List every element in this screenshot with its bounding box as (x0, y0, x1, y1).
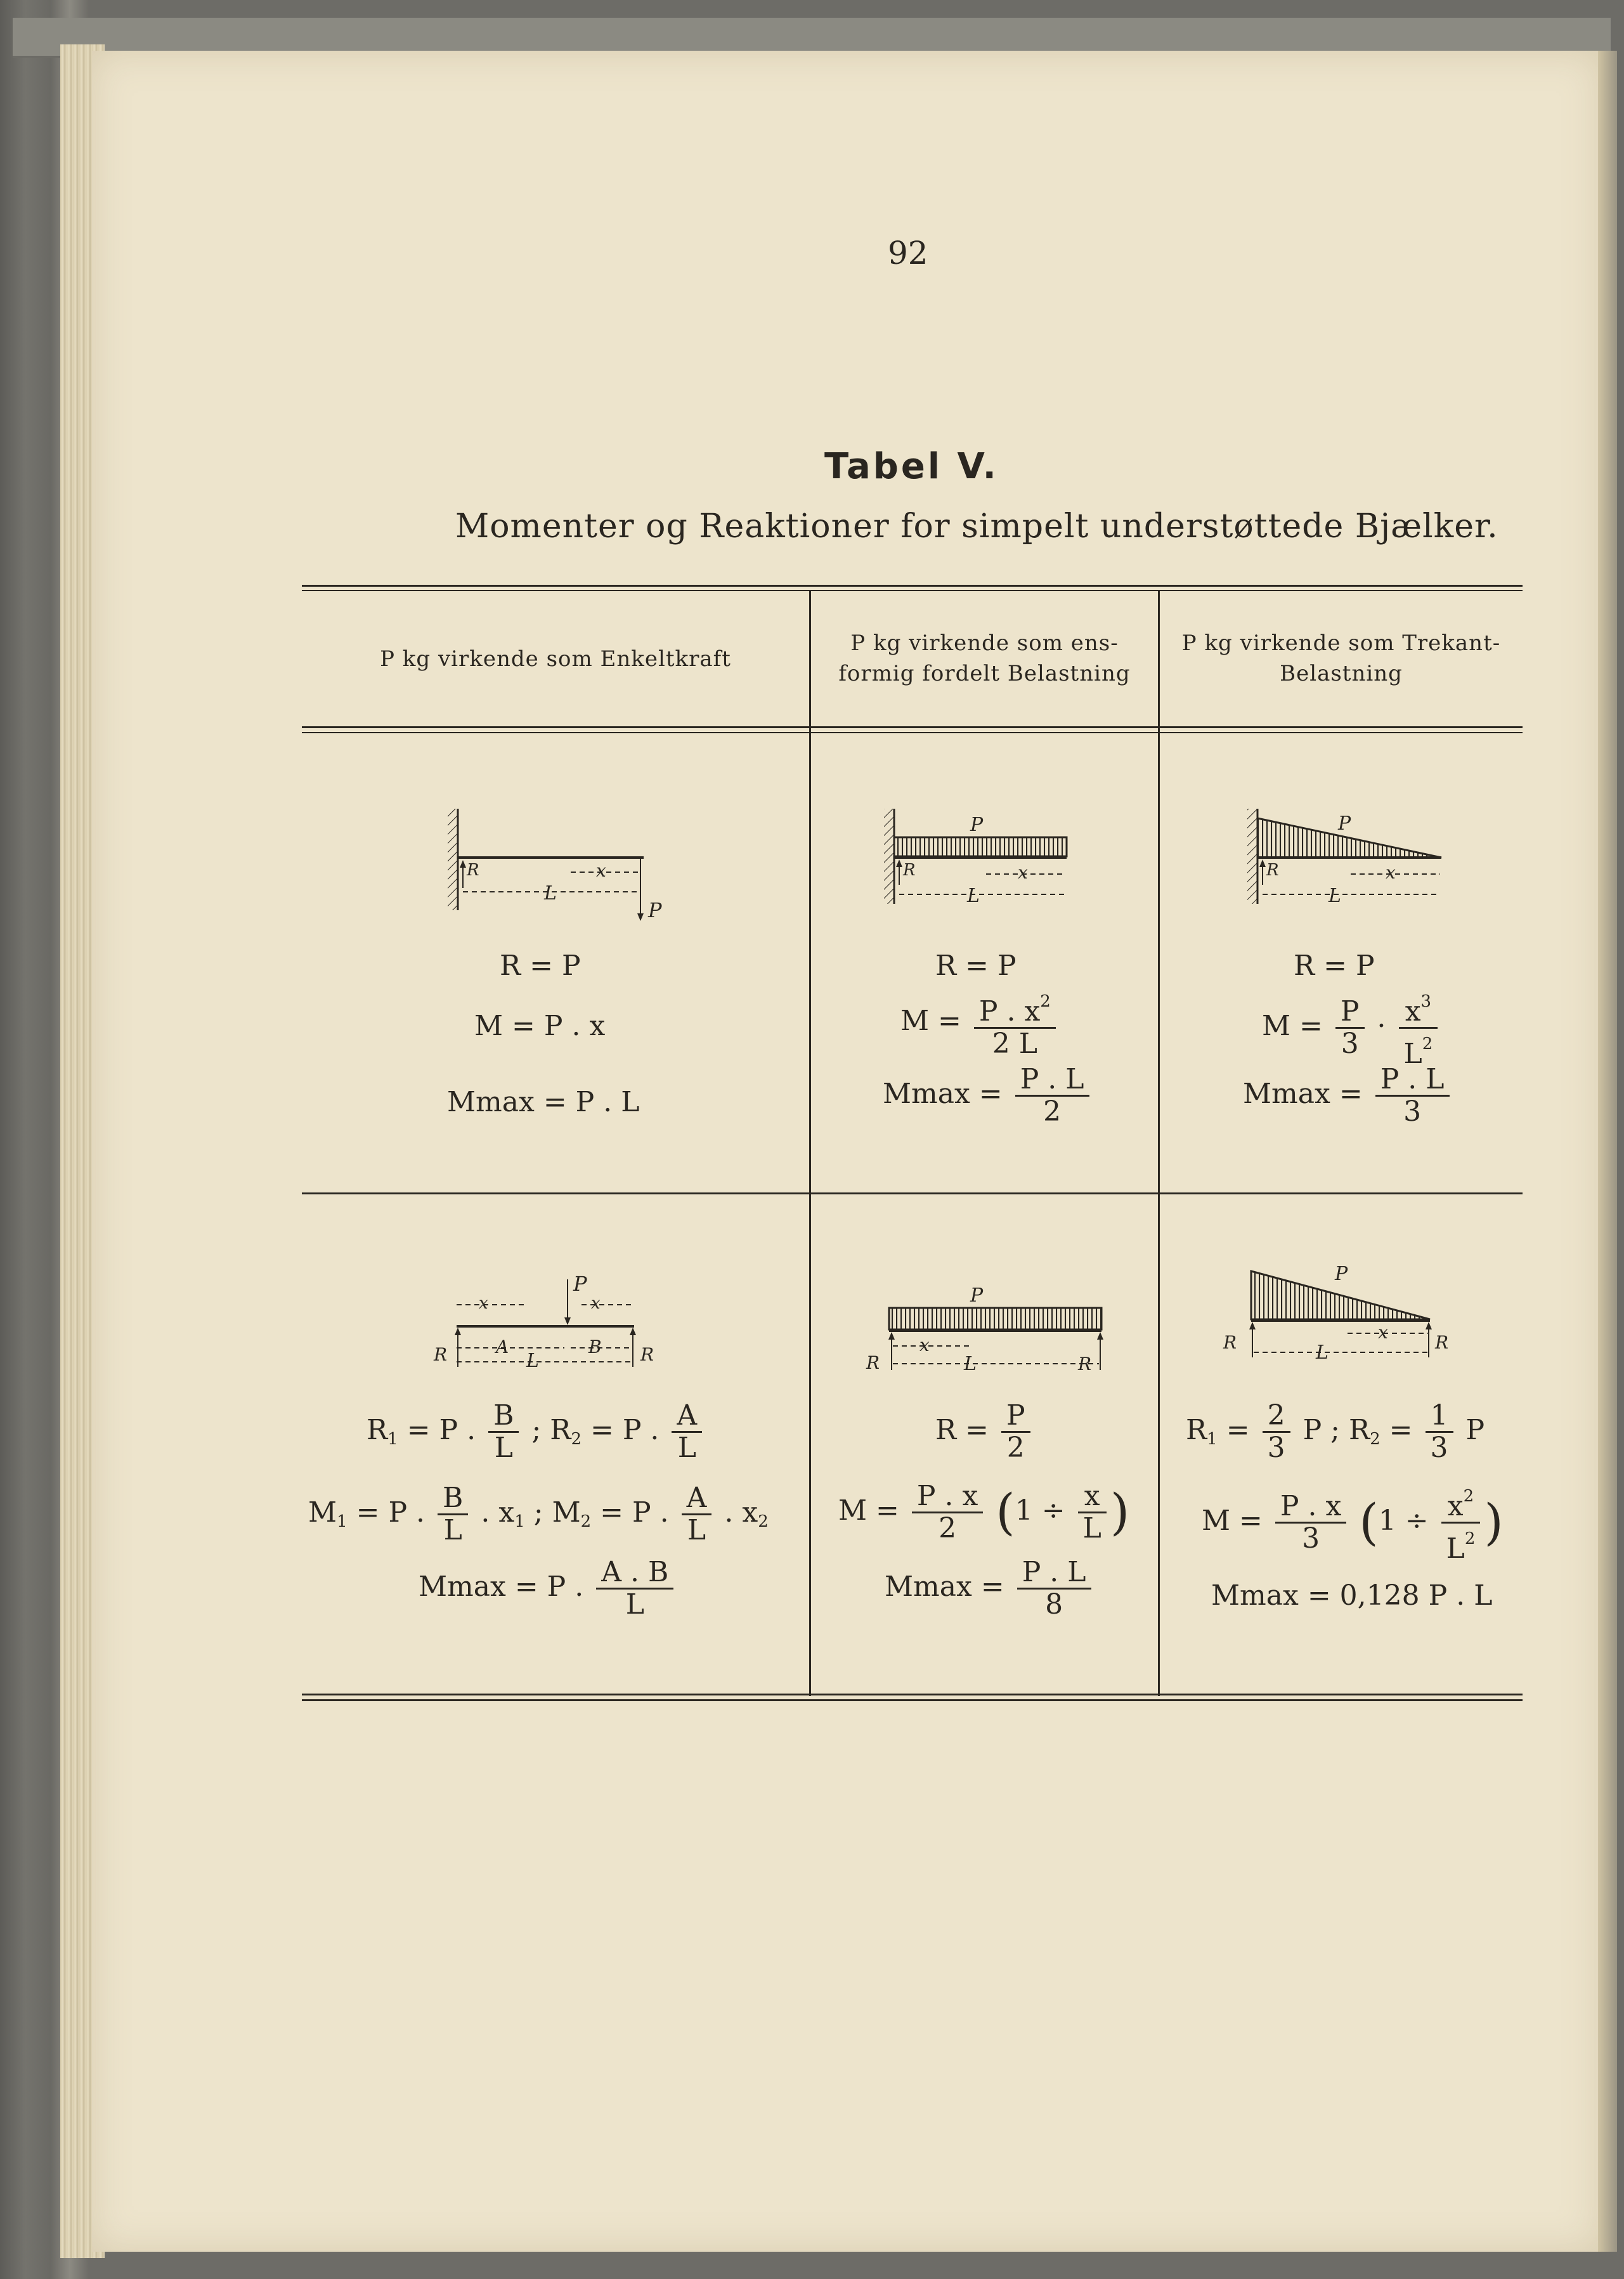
reaction-right-label: R (1435, 1332, 1449, 1353)
dim-x-label: x (1378, 1322, 1388, 1343)
dim-x-label: x (1018, 862, 1028, 883)
reaction-arrowhead (460, 860, 466, 868)
table-top-rule (302, 585, 1523, 587)
m1-fraction (438, 1483, 468, 1546)
formula-Mmax-row2-c1 (419, 1557, 677, 1620)
table-bottom-rule-2 (302, 1699, 1523, 1701)
dim-L-label: L (526, 1350, 539, 1372)
r1-eq: = P . (406, 1414, 476, 1446)
column-header-line1: P kg virkende som Trekant- (1181, 630, 1501, 656)
cantilever-triangular-load-diagram (1240, 799, 1455, 907)
mmax-fraction (1375, 1064, 1450, 1127)
r1-label: R (367, 1414, 388, 1446)
mmax-denominator: 8 (1045, 1588, 1063, 1621)
mmax-denominator: L (625, 1588, 644, 1621)
mmax-denominator: 2 (1043, 1095, 1062, 1128)
mmax-denominator: 3 (1403, 1095, 1422, 1128)
r2-eq: = P . (590, 1414, 659, 1446)
m-fraction (1275, 1491, 1346, 1554)
r1-tail: P ; (1302, 1414, 1340, 1446)
uniform-load-block (889, 1308, 1101, 1329)
wall-support (1247, 809, 1257, 904)
m2-eq: = P . (600, 1496, 669, 1529)
column-header-line2: Belastning (1280, 661, 1403, 686)
formula-M-row2-c3 (1202, 1481, 1504, 1564)
reaction-arrowhead-right (1426, 1322, 1432, 1329)
dim-L-label: L (1316, 1342, 1328, 1364)
r2-eq: = (1389, 1414, 1413, 1446)
column-divider-2 (1158, 591, 1160, 1696)
mmax-numerator: A . B (596, 1557, 673, 1590)
r1-fraction (1263, 1401, 1290, 1463)
m-numerator: P . x (978, 995, 1041, 1028)
mmax-eq: = P . (514, 1570, 584, 1603)
mmax-label: Mmax (1243, 1078, 1330, 1110)
reaction-label: R (903, 861, 916, 880)
r2-fraction (672, 1401, 702, 1463)
m-denominator: 2 (939, 1512, 957, 1544)
m1-label: M (308, 1496, 337, 1529)
row-divider (302, 1192, 1523, 1194)
table-subtitle: Momenter og Reaktioner for simpelt understøttede Bjælker. (455, 507, 1498, 545)
paren-close: ) (1484, 1494, 1504, 1551)
column-header-text: P kg virkende som Enkeltkraft (380, 646, 731, 672)
dim-x-label: x (596, 860, 606, 881)
dim-x-label: x (1386, 862, 1396, 883)
reaction-arrowhead (896, 859, 902, 867)
simple-beam-uniform-load-diagram (856, 1275, 1110, 1383)
column-header-uniform-load (811, 628, 1158, 689)
page-number: 92 (888, 235, 928, 271)
m2-tail-subscript: 2 (758, 1512, 769, 1531)
r2-denominator: L (677, 1432, 696, 1464)
m1-denominator: L (443, 1514, 462, 1546)
m-one-minus: 1 ÷ (1015, 1494, 1065, 1527)
r1-eq: = (1226, 1414, 1250, 1446)
cantilever-point-load-diagram (438, 799, 691, 926)
formula-Mmax-c3 (1243, 1064, 1453, 1127)
r-fraction (1001, 1401, 1030, 1463)
r-numerator: P (1001, 1401, 1030, 1433)
dim-L-label: L (964, 1353, 977, 1375)
mmax-label: Mmax (883, 1078, 970, 1110)
dim-L-label: L (544, 882, 557, 904)
reaction-label: R (467, 861, 479, 880)
mmax-eq: = (1339, 1078, 1363, 1110)
formula-M-c1: M = P . x (474, 1010, 606, 1042)
uniform-load-block (894, 837, 1067, 856)
m-inner-denominator: L (1082, 1512, 1101, 1544)
load-arrowhead (637, 913, 644, 921)
m-numerator-2-exp: 3 (1420, 992, 1432, 1011)
m-dot: · (1377, 1010, 1386, 1042)
mmax-label: Mmax (885, 1570, 972, 1603)
mmax-numerator: P . L (1017, 1557, 1091, 1590)
r1-subscript: 1 (1207, 1430, 1218, 1449)
mmax-numerator: P . L (1015, 1064, 1089, 1097)
column-header-point-load (302, 644, 809, 674)
m-fraction (912, 1481, 983, 1544)
load-label: P (970, 814, 984, 836)
mmax-fraction (1015, 1064, 1089, 1127)
page-sheet (92, 51, 1601, 2252)
separator: ; (533, 1496, 543, 1529)
m-numerator-1: P (1335, 996, 1365, 1029)
m-fraction-2 (1399, 986, 1438, 1069)
m-denominator-2: L (1403, 1038, 1422, 1070)
m2-subscript: 2 (580, 1512, 592, 1531)
r-label: R = (935, 1414, 989, 1446)
m-numerator-2: x (1405, 995, 1421, 1028)
m-inner-numerator: x (1078, 1481, 1107, 1513)
r1-subscript: 1 (387, 1430, 398, 1449)
simple-beam-point-load-diagram (431, 1265, 672, 1386)
header-bottom-rule (302, 726, 1523, 728)
formula-Mmax-c2 (883, 1064, 1093, 1127)
reaction-arrowhead-left (455, 1328, 461, 1335)
formula-R-row2-c2 (935, 1401, 1034, 1463)
formula-M-row2-c2 (838, 1481, 1129, 1544)
m-one-minus: 1 ÷ (1378, 1505, 1429, 1537)
reaction-right-label: R (1078, 1354, 1092, 1375)
m2-numerator: A (682, 1483, 712, 1515)
r2-fraction (1426, 1401, 1453, 1463)
m-fraction (974, 986, 1056, 1059)
m-label: M = (838, 1494, 899, 1527)
r2-subscript: 2 (571, 1430, 581, 1449)
mmax-numerator: P . L (1375, 1064, 1450, 1097)
r1-numerator: 2 (1263, 1401, 1290, 1433)
column-header-triangular-load (1160, 628, 1523, 689)
formula-Mmax-c1 (447, 1086, 639, 1118)
r1-fraction (488, 1401, 519, 1463)
m-label: M = (1262, 1010, 1323, 1042)
m2-label: M (552, 1496, 581, 1529)
formula-R1-R2-c1 (367, 1401, 706, 1463)
column-header-line1: P kg virkende som ens- (850, 630, 1119, 656)
header-bottom-rule-2 (302, 732, 1523, 733)
r1-denominator: 3 (1267, 1432, 1285, 1464)
table-top-rule-2 (302, 590, 1523, 591)
m-label: M = (900, 1005, 961, 1037)
separator: ; (531, 1414, 542, 1446)
r2-tail: P (1465, 1414, 1485, 1446)
reaction-left-label: R (1223, 1332, 1237, 1353)
column-header-line2: formig fordelt Belastning (838, 661, 1131, 686)
paren-close: ) (1110, 1484, 1130, 1541)
m1-numerator: B (438, 1483, 468, 1515)
cantilever-uniform-load-diagram (875, 799, 1091, 907)
reaction-left-label: R (866, 1352, 880, 1373)
load-label: P (970, 1284, 984, 1307)
load-label: P (648, 898, 662, 922)
reaction-arrowhead-right (630, 1328, 636, 1335)
reaction-right-label: R (640, 1344, 654, 1365)
mmax-fraction (596, 1557, 673, 1620)
reaction-label: R (1266, 861, 1279, 880)
m-numerator: P . x (1275, 1491, 1346, 1524)
m2-tail: . x (724, 1496, 758, 1529)
simple-beam-triangular-load-diagram (1214, 1262, 1468, 1376)
dim-x-label: x (919, 1335, 930, 1355)
m-inner-fraction (1078, 1481, 1107, 1544)
dim-x1-label: x (479, 1294, 488, 1313)
formula-M-c2 (900, 986, 1060, 1059)
mmax-value: = 0,128 P . L (1307, 1579, 1493, 1612)
wall-support (884, 809, 894, 904)
mmax-eq: = (980, 1570, 1004, 1603)
reaction-arrowhead (1259, 859, 1266, 867)
m-inner-numerator: x (1447, 1490, 1464, 1522)
m1-tail-subscript: 1 (514, 1512, 525, 1531)
m-numerator-exp: 2 (1040, 992, 1051, 1011)
m-denominator: 3 (1302, 1522, 1320, 1555)
formula-M-c3 (1262, 986, 1441, 1069)
r1-denominator: L (494, 1432, 513, 1464)
mmax-label: Mmax (447, 1086, 535, 1118)
m-inner-denominator: L (1446, 1532, 1465, 1565)
r1-numerator: B (488, 1401, 519, 1433)
m-fraction-1 (1335, 996, 1365, 1059)
mmax-value: = P . L (543, 1086, 640, 1118)
m1-subscript: 1 (337, 1512, 348, 1531)
r2-denominator: 3 (1430, 1432, 1448, 1464)
m1-eq: = P . (356, 1496, 425, 1529)
table-bottom-rule (302, 1694, 1523, 1695)
formula-R-c1: R = P (500, 950, 581, 982)
mmax-label: Mmax (419, 1570, 506, 1603)
m2-denominator: L (687, 1514, 706, 1546)
r2-label: R (1348, 1414, 1370, 1446)
dim-A-label: A (496, 1336, 509, 1357)
column-divider-1 (809, 591, 811, 1696)
table-title: Tabel V. (824, 446, 999, 487)
formula-R-c3: R = P (1294, 950, 1375, 982)
dim-B-label: B (588, 1336, 602, 1357)
reaction-left-label: R (434, 1344, 448, 1365)
page-right-edge (1598, 51, 1617, 2252)
dim-L-label: L (1328, 885, 1341, 907)
formula-R-c2: R = P (935, 950, 1017, 982)
load-label: P (573, 1272, 587, 1296)
r1-label: R (1186, 1414, 1207, 1446)
m-inner-denominator-exp: 2 (1464, 1529, 1476, 1548)
m1-tail: . x (481, 1496, 515, 1529)
m-denominator-1: 3 (1341, 1028, 1359, 1060)
mmax-eq: = (978, 1078, 1003, 1110)
r2-numerator: 1 (1426, 1401, 1453, 1433)
m-inner-numerator-exp: 2 (1463, 1487, 1474, 1506)
m-numerator: P . x (912, 1481, 983, 1513)
reaction-arrowhead-left (1249, 1322, 1256, 1329)
r2-numerator: A (672, 1401, 702, 1433)
formula-M1-M2-c1 (308, 1483, 769, 1546)
m-label: M = (1202, 1505, 1263, 1537)
dim-L-label: L (967, 885, 980, 907)
paren-open: ( (1359, 1494, 1379, 1551)
r2-label: R (550, 1414, 571, 1446)
formula-R1-R2-c3 (1186, 1401, 1484, 1463)
mmax-label: Mmax (1211, 1579, 1299, 1612)
formula-Mmax-row2-c3 (1211, 1579, 1492, 1612)
reaction-arrowhead-right (1097, 1332, 1103, 1340)
reaction-arrowhead-left (888, 1332, 895, 1340)
dim-x2-label: x (591, 1294, 601, 1313)
r-denominator: 2 (1006, 1432, 1025, 1464)
wall-support (448, 809, 458, 910)
load-label: P (1335, 1263, 1348, 1285)
load-label: P (1338, 813, 1351, 835)
m2-fraction (682, 1483, 712, 1546)
paren-open: ( (996, 1484, 1015, 1541)
m-denominator: 2 L (992, 1028, 1037, 1060)
load-arrowhead (564, 1317, 571, 1325)
m-denominator-2-exp: 2 (1422, 1035, 1433, 1054)
mmax-fraction (1017, 1557, 1091, 1620)
formula-Mmax-row2-c2 (885, 1557, 1095, 1620)
m-inner-fraction (1441, 1481, 1481, 1564)
r2-subscript: 2 (1370, 1430, 1380, 1449)
